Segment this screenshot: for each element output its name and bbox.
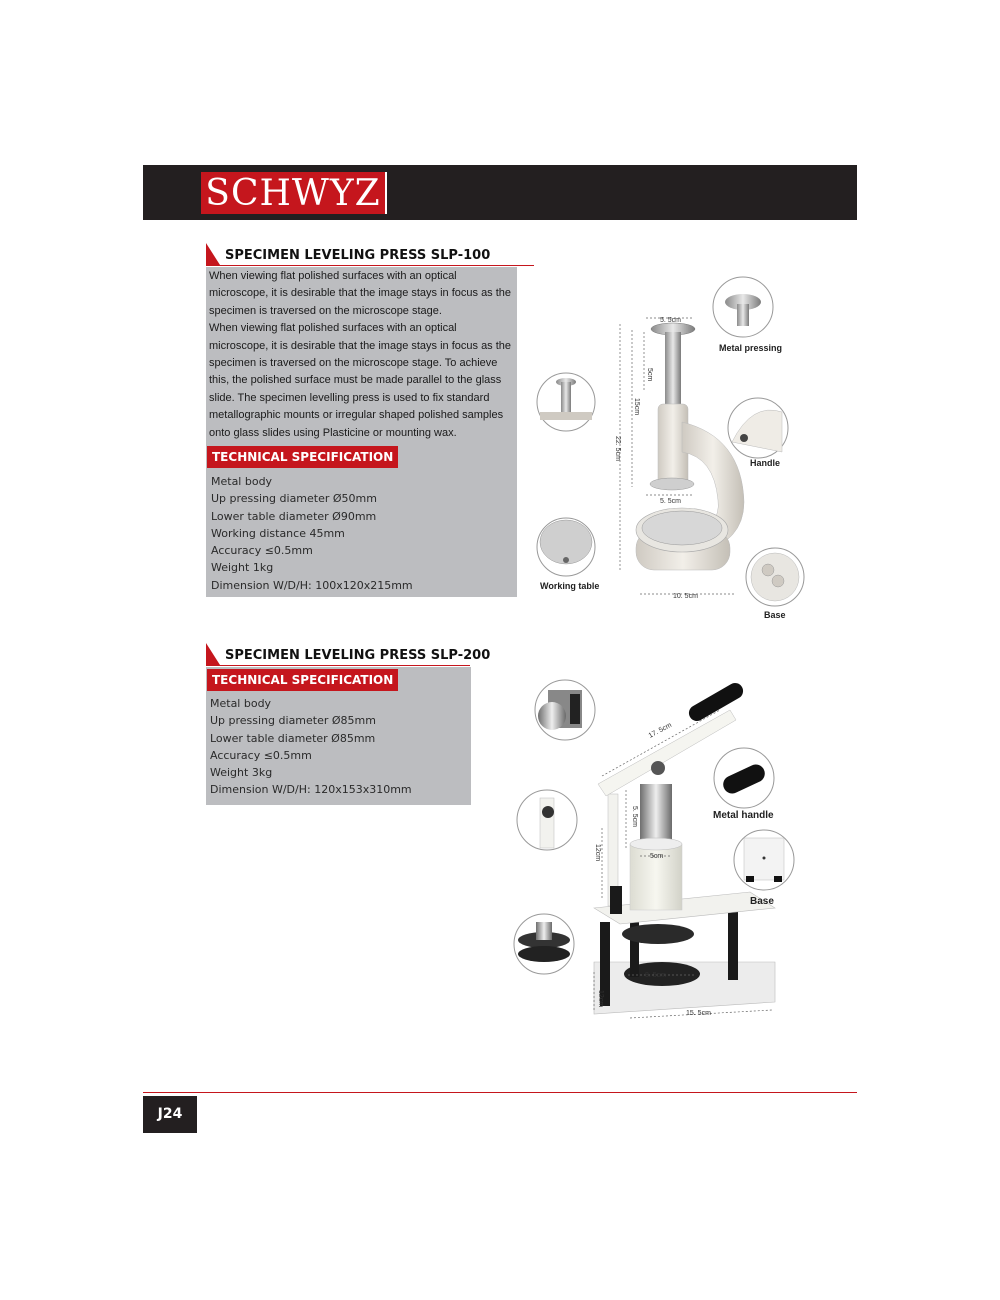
title-underline	[206, 665, 470, 666]
product2-spec-list	[210, 695, 412, 799]
callout-pivot-detail	[517, 790, 577, 850]
desc-line: onto glass slides using Plasticine or mounting wax.	[209, 426, 457, 439]
dim-label: 5. 5cm	[631, 806, 638, 828]
dim-label: 5cm	[650, 853, 664, 860]
spec-item: Accuracy ≤0.5mm	[210, 748, 312, 762]
dim-label: 5. 5cm	[660, 498, 682, 505]
spec-item: Metal body	[211, 475, 273, 488]
dim-label: 5cm	[646, 368, 653, 382]
callout-label: Handle	[750, 458, 781, 468]
callout-label: Base	[764, 610, 786, 620]
product2-title-block	[206, 643, 490, 665]
desc-line: microscope, it is desirable that the image stays in focus as the	[209, 339, 512, 352]
brand-name: SCHWYZ	[205, 173, 381, 214]
spec-item: Lower table diameter Ø85mm	[210, 731, 376, 745]
desc-line: When viewing flat polished surfaces with an optical	[209, 322, 457, 335]
desc-line: When viewing flat polished surfaces with an optical	[209, 270, 457, 282]
product1-description	[209, 268, 514, 442]
dim-label: 15. 5cm	[686, 1010, 711, 1017]
dim-label: 12cm	[597, 990, 604, 1008]
dim-label: 10. 5cm	[673, 593, 698, 600]
product1-spec-list	[211, 473, 413, 594]
spec-item: Weight 3kg	[210, 766, 273, 780]
title-marker-icon	[206, 643, 220, 665]
callout-base	[734, 830, 794, 890]
callout-top-detail	[535, 680, 595, 740]
product2-image	[510, 672, 800, 1032]
dim-label: 8. 5cm	[645, 972, 667, 979]
press-body	[636, 323, 744, 570]
callout-upper-detail	[537, 373, 595, 431]
desc-line: metallographic mounts or irregular shaped polished samples	[209, 409, 504, 422]
spec-item: Lower table diameter Ø90mm	[211, 509, 377, 523]
spec-item: Dimension W/D/H: 100x120x215mm	[211, 578, 413, 592]
desc-line: specimen is traversed on the microscope stage.	[209, 304, 442, 317]
desc-line: specimen is traversed on the microscope stage. To achieve	[209, 357, 498, 370]
dim-label: 17. 5cm	[647, 721, 673, 740]
dim-label: 22. 5cm	[614, 436, 621, 461]
spec-item: Weight 1kg	[211, 561, 274, 575]
dim-label: 5. 5cm	[660, 317, 682, 324]
callout-label: Metal pressing	[719, 343, 783, 353]
spec-item: Up pressing diameter Ø50mm	[211, 492, 377, 506]
spec-item: Up pressing diameter Ø85mm	[210, 714, 376, 728]
product1-spec-header: TECHNICAL SPECIFICATION	[207, 446, 398, 468]
product2-spec-header: TECHNICAL SPECIFICATION	[207, 669, 398, 691]
desc-line: slide. The specimen levelling press is used to fix standard	[209, 391, 490, 404]
product1-image	[532, 272, 812, 624]
dim-label: 15cm	[633, 398, 640, 416]
page-number-box	[143, 1096, 197, 1133]
callout-table-detail	[514, 914, 574, 974]
spec-item: Accuracy ≤0.5mm	[211, 544, 313, 558]
callout-metal-handle	[714, 748, 774, 808]
product2-title: SPECIMEN LEVELING PRESS SLP-200	[225, 648, 491, 663]
page-number: J24	[157, 1106, 183, 1122]
callout-base	[746, 548, 804, 606]
footer-line	[143, 1092, 857, 1093]
press-column	[608, 784, 682, 914]
dim-label: 12cm	[594, 844, 601, 862]
callout-label: Working table	[540, 581, 600, 591]
callout-label: Metal handle	[713, 810, 774, 821]
product1-title-block	[206, 243, 490, 265]
spec-item: Metal body	[210, 697, 272, 710]
callout-label: Base	[750, 896, 774, 907]
callout-metal-pressing	[713, 277, 773, 337]
spec-item: Working distance 45mm	[211, 526, 345, 540]
desc-line: this, the polished surface must be made parallel to the glass	[209, 374, 502, 387]
spec-item: Dimension W/D/H: 120x153x310mm	[210, 783, 412, 797]
brand-logo	[201, 172, 387, 214]
title-marker-icon	[206, 243, 220, 265]
callout-working-table	[537, 518, 595, 576]
title-underline	[206, 265, 534, 266]
product1-title: SPECIMEN LEVELING PRESS SLP-100	[225, 248, 491, 263]
callout-handle	[728, 398, 788, 458]
desc-line: microscope, it is desirable that the image stays in focus as the	[209, 287, 512, 300]
